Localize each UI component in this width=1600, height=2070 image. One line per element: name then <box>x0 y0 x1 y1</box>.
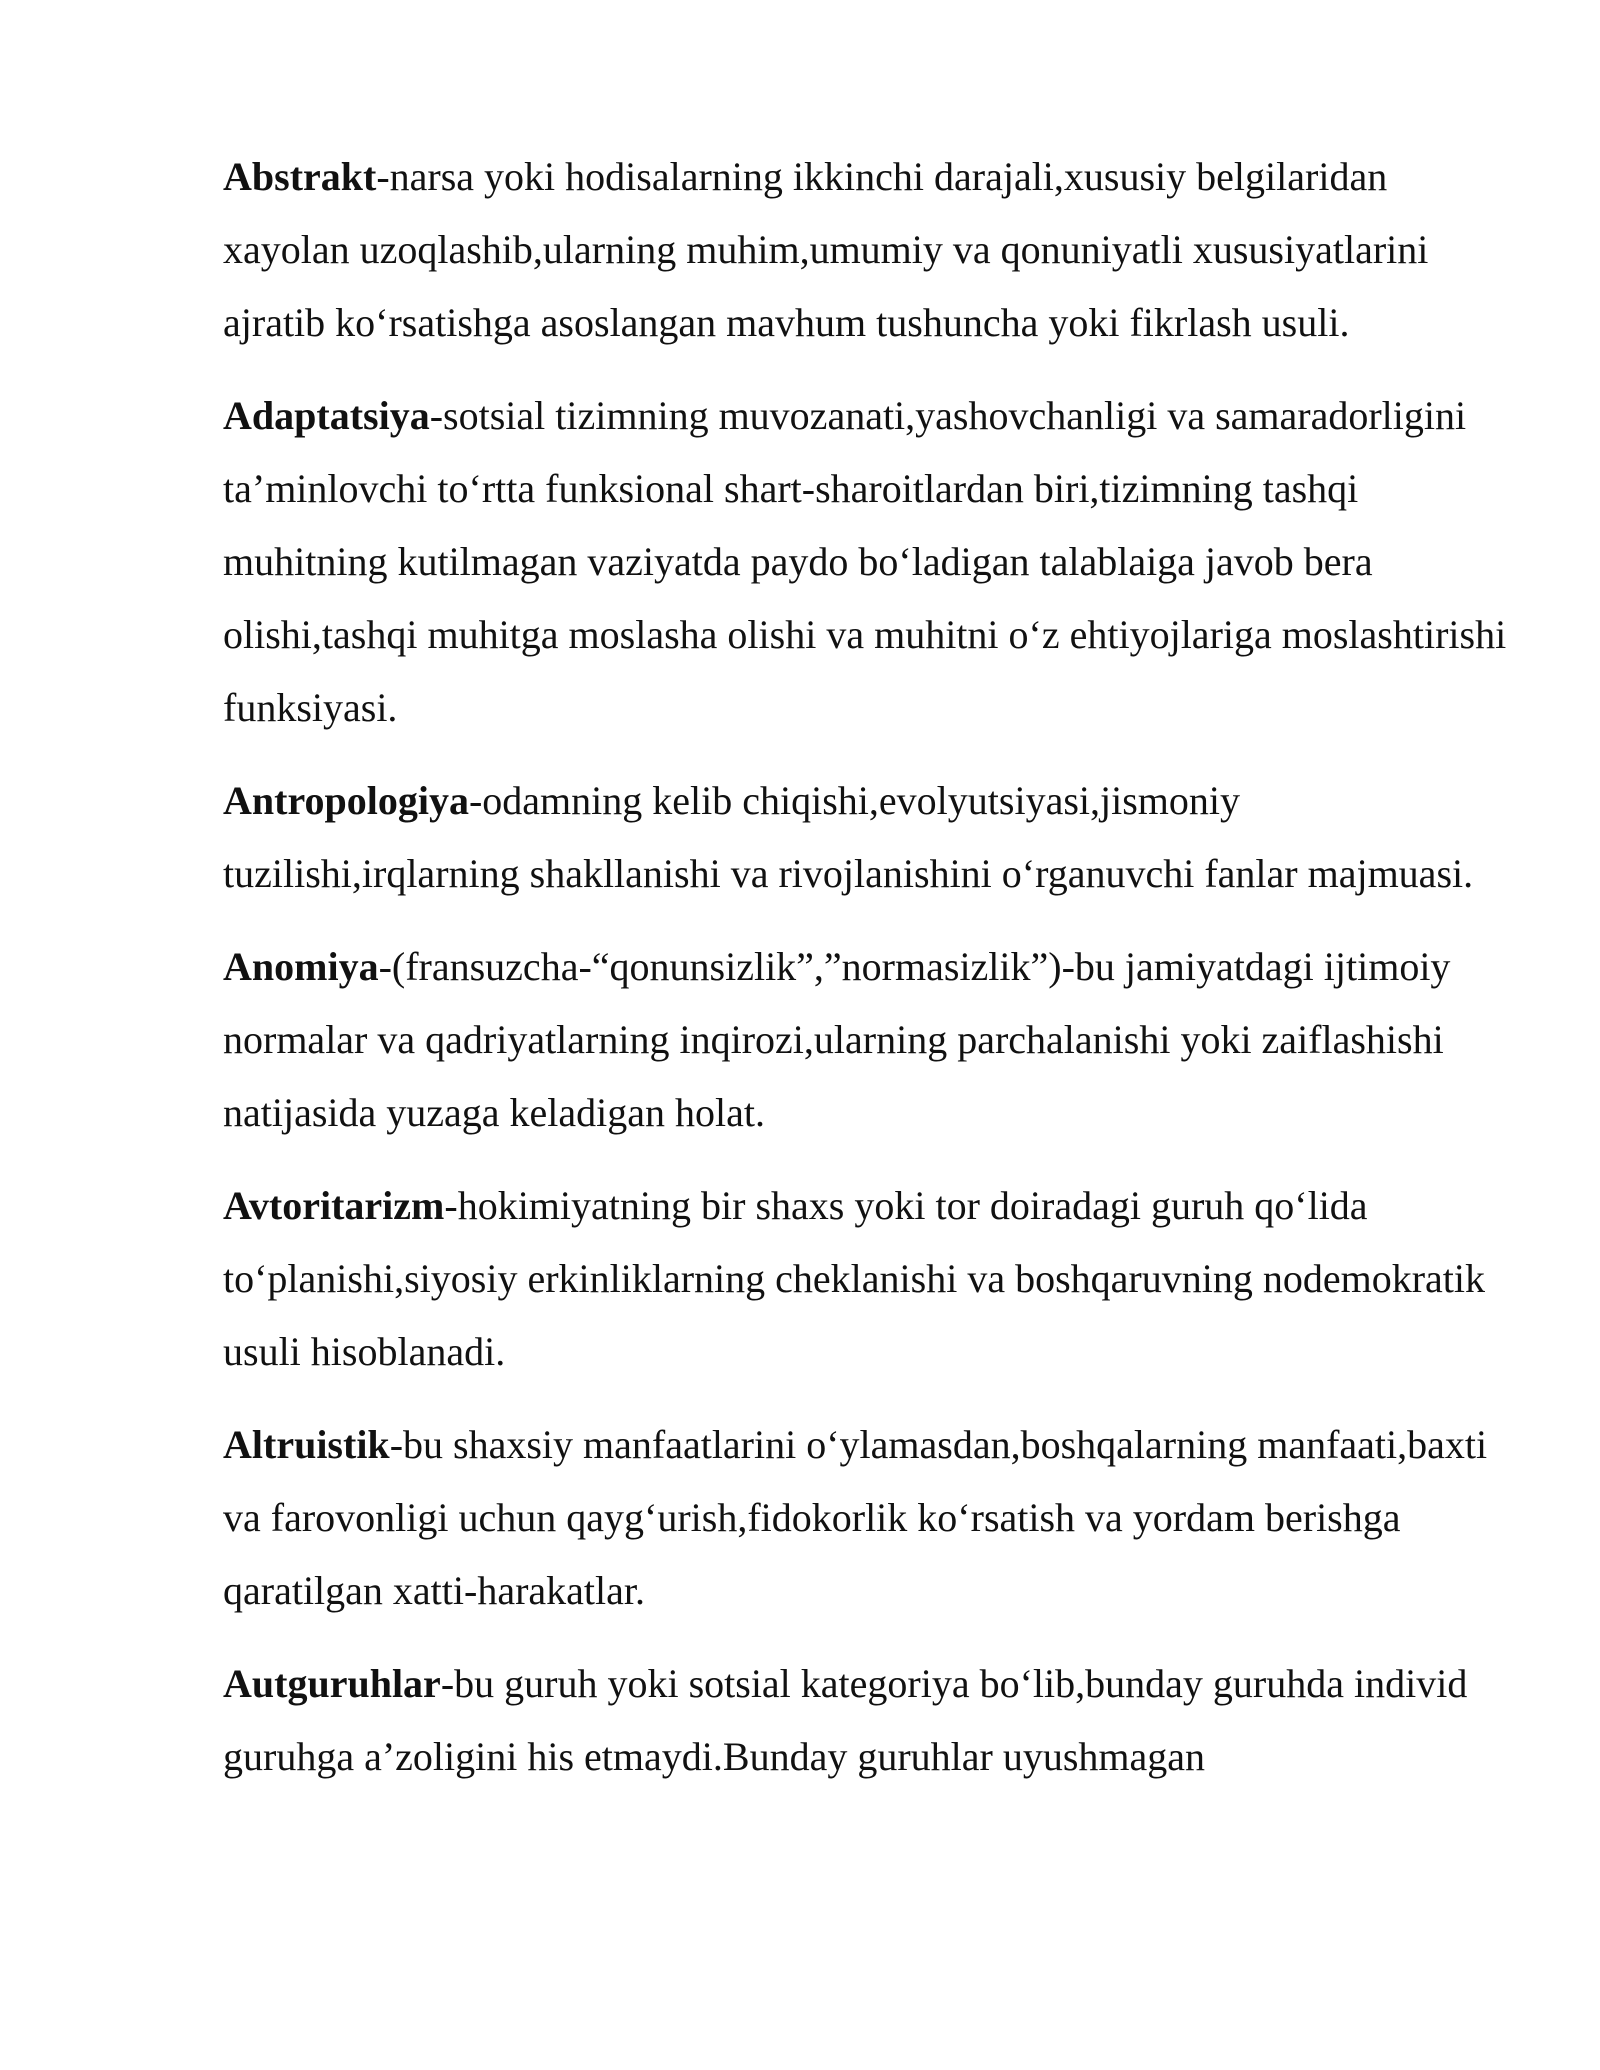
glossary-term: Altruistik <box>223 1422 390 1467</box>
glossary-term: Anomiya <box>223 944 379 989</box>
glossary-definition: -odamning kelib chiqishi,evolyutsiyasi,jismoniy tuzilishi,irqlarning shakllanishi va rivojlanishini oʻrganuvchi fanlar majmuasi. <box>223 778 1474 896</box>
glossary-content <box>223 140 1513 1813</box>
glossary-entry-altruistik <box>223 1408 1513 1627</box>
glossary-entry-anomiya <box>223 930 1513 1149</box>
glossary-definition: -sotsial tizimning muvozanati,yashovchanligi va samaradorligini ta’minlovchi toʻrtta funksional shart-sharoitlardan biri,tizimning tashqi muhitning kutilmagan vaziyatda paydo boʻladigan talablaiga javob bera olishi,tashqi muhitga moslasha olishi va muhitni oʻz ehtiyojlariga moslashtirishi funksiyasi. <box>223 393 1507 730</box>
glossary-definition: -(fransuzcha-“qonunsizlik”,”normasizlik”)-bu jamiyatdagi ijtimoiy normalar va qadriyatlarning inqirozi,ularning parchalanishi yoki zaiflashishi natijasida yuzaga keladigan holat. <box>223 944 1451 1135</box>
glossary-definition: -hokimiyatning bir shaxs yoki tor doiradagi guruh qoʻlida toʻplanishi,siyosiy erkinliklarning cheklanishi va boshqaruvning nodemokratik usuli hisoblanadi. <box>223 1183 1486 1374</box>
glossary-entry-antropologiya <box>223 764 1513 910</box>
glossary-entry-autguruhlar <box>223 1647 1513 1793</box>
glossary-entry-abstrakt <box>223 140 1513 359</box>
glossary-term: Autguruhlar <box>223 1661 441 1706</box>
glossary-definition: -narsa yoki hodisalarning ikkinchi darajali,xususiy belgilaridan xayolan uzoqlashib,ularning muhim,umumiy va qonuniyatli xususiyatlarini ajratib koʻrsatishga asoslangan mavhum tushuncha yoki fikrlash usuli. <box>223 154 1429 345</box>
glossary-term: Abstrakt <box>223 154 377 199</box>
glossary-term: Antropologiya <box>223 778 469 823</box>
glossary-entry-adaptatsiya <box>223 379 1513 744</box>
glossary-definition: -bu shaxsiy manfaatlarini oʻylamasdan,boshqalarning manfaati,baxti va farovonligi uchun qaygʻurish,fidokorlik koʻrsatish va yordam berishga qaratilgan xatti-harakatlar. <box>223 1422 1488 1613</box>
glossary-term: Adaptatsiya <box>223 393 430 438</box>
glossary-entry-avtoritarizm <box>223 1169 1513 1388</box>
glossary-definition: -bu guruh yoki sotsial kategoriya boʻlib,bunday guruhda individ guruhga a’zoligini his etmaydi.Bunday guruhlar uyushmagan <box>223 1661 1468 1779</box>
glossary-term: Avtoritarizm <box>223 1183 445 1228</box>
